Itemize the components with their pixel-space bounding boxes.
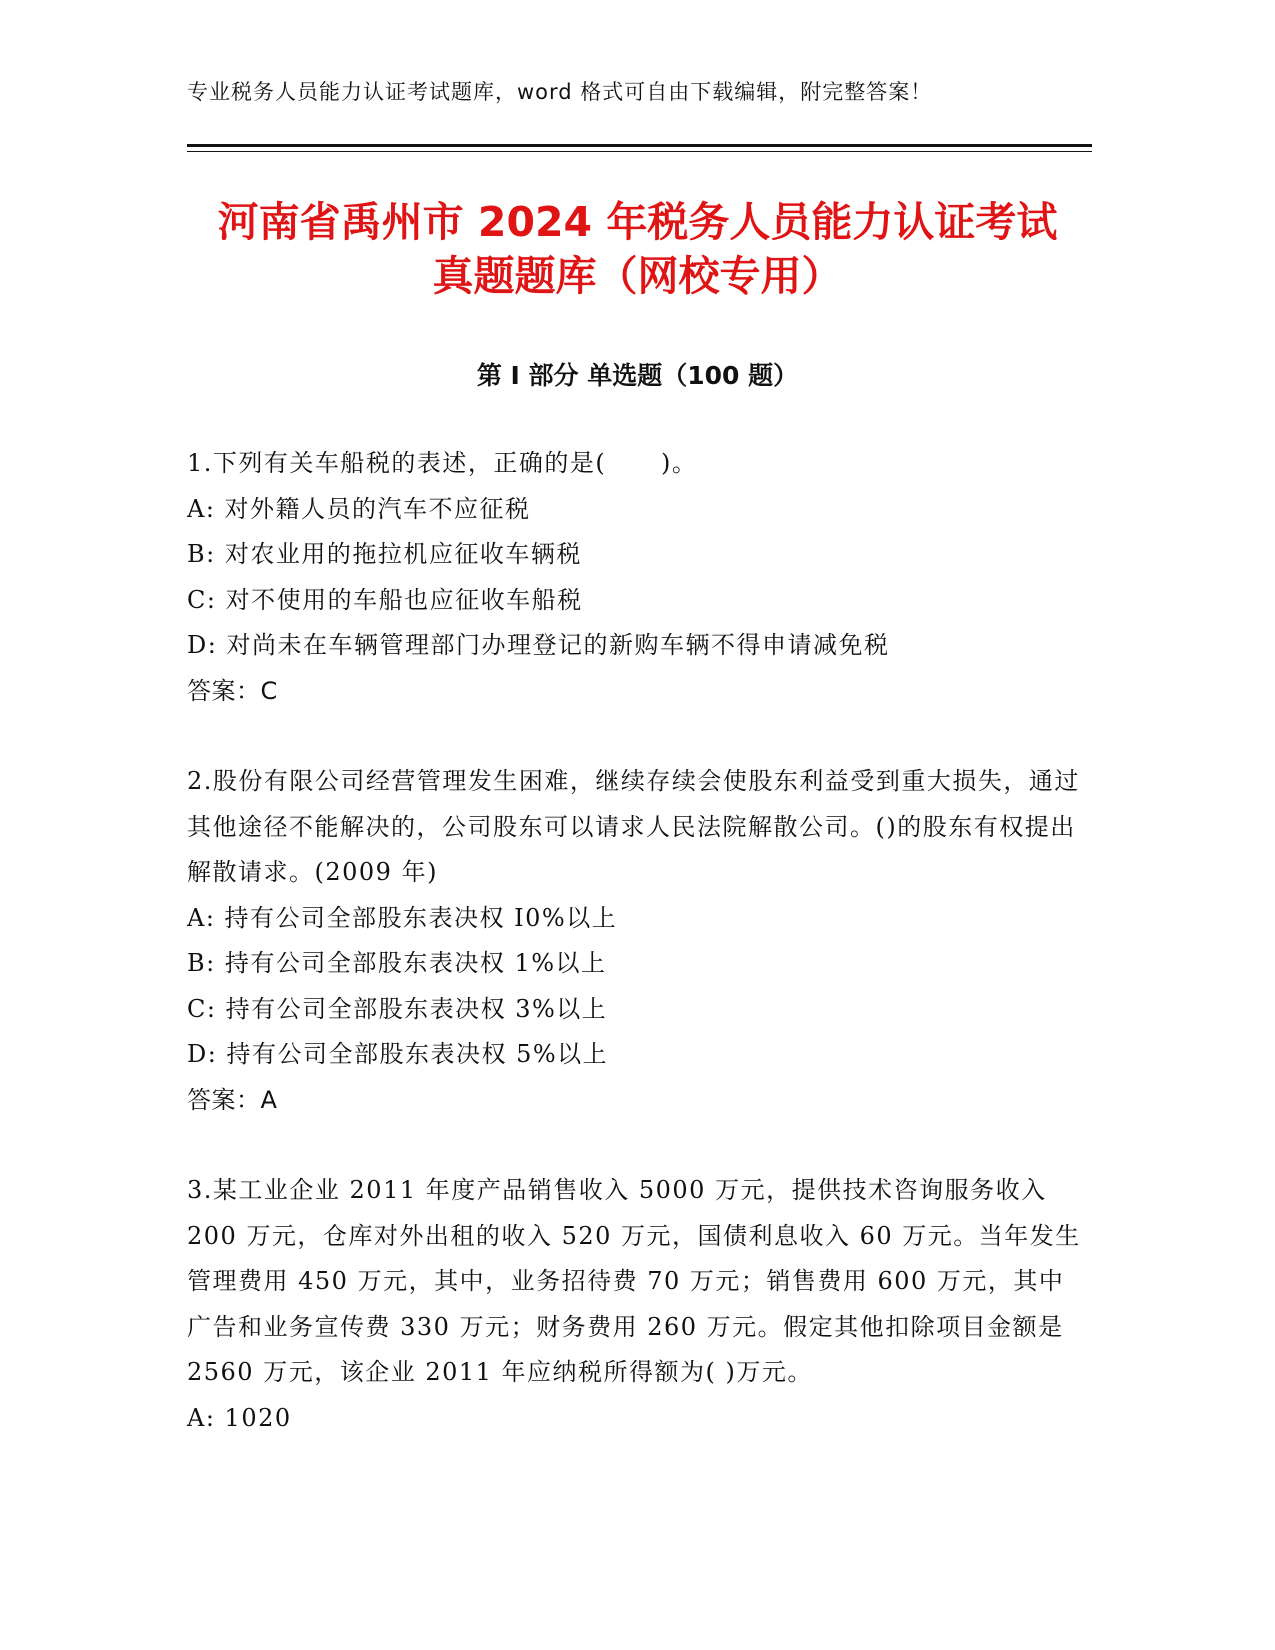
option-d: D: 对尚未在车辆管理部门办理登记的新购车辆不得申请减免税 (187, 631, 890, 659)
question-3 (187, 1168, 1087, 1441)
question-list (187, 441, 1087, 1486)
document-title-line-1: 河南省禹州市 2024 年税务人员能力认证考试 (217, 198, 1058, 246)
option-a: A: 对外籍人员的汽车不应征税 (187, 494, 531, 523)
question-1 (187, 441, 1087, 714)
option-b: B: 对农业用的拖拉机应征收车辆税 (187, 540, 582, 568)
option-a: A: 1020 (187, 1403, 292, 1432)
option-d: D: 持有公司全部股东表决权 5%以上 (187, 1040, 609, 1068)
header-note: 专业税务人员能力认证考试题库，word 格式可自由下载编辑，附完整答案！ (187, 80, 933, 104)
question-stem: 1.下列有关车船税的表述，正确的是( )。 (187, 449, 698, 477)
document-title (150, 195, 1125, 303)
answer: 答案：C (187, 676, 278, 705)
document-title-line-2: 真题题库（网校专用） (432, 252, 843, 300)
question-stem: 2.股份有限公司经营管理发生困难，继续存续会使股东利益受到重大损失，通过其他途径不能解决的，公司股东可以请求人民法院解散公司。()的股东有权提出解散请求。(2009 年) (187, 767, 1080, 886)
answer: 答案：A (187, 1085, 278, 1114)
header-divider-thin (187, 151, 1092, 152)
option-c: C: 对不使用的车船也应征收车船税 (187, 585, 583, 614)
option-a: A: 持有公司全部股东表决权 I0%以上 (187, 903, 618, 932)
header-divider-thick (187, 144, 1092, 147)
question-2 (187, 759, 1087, 1123)
section-title: 第 I 部分 单选题（100 题） (476, 361, 799, 390)
question-stem: 3.某工业企业 2011 年度产品销售收入 5000 万元，提供技术咨询服务收入 200 万元，仓库对外出租的收入 520 万元，国债利息收入 60 万元。当年发生管理费用 450 万元，其中，业务招待费 70 万元；销售费用 600 万元，其中广告和业务宣传费 330 万元；财务费用 260 万元。假定其他扣除项目金额是 2560 万元，该企业 2011 年应纳税所得额为( )万元。 (187, 1176, 1081, 1386)
option-c: C: 持有公司全部股东表决权 3%以上 (187, 994, 608, 1023)
option-b: B: 持有公司全部股东表决权 1%以上 (187, 949, 607, 977)
